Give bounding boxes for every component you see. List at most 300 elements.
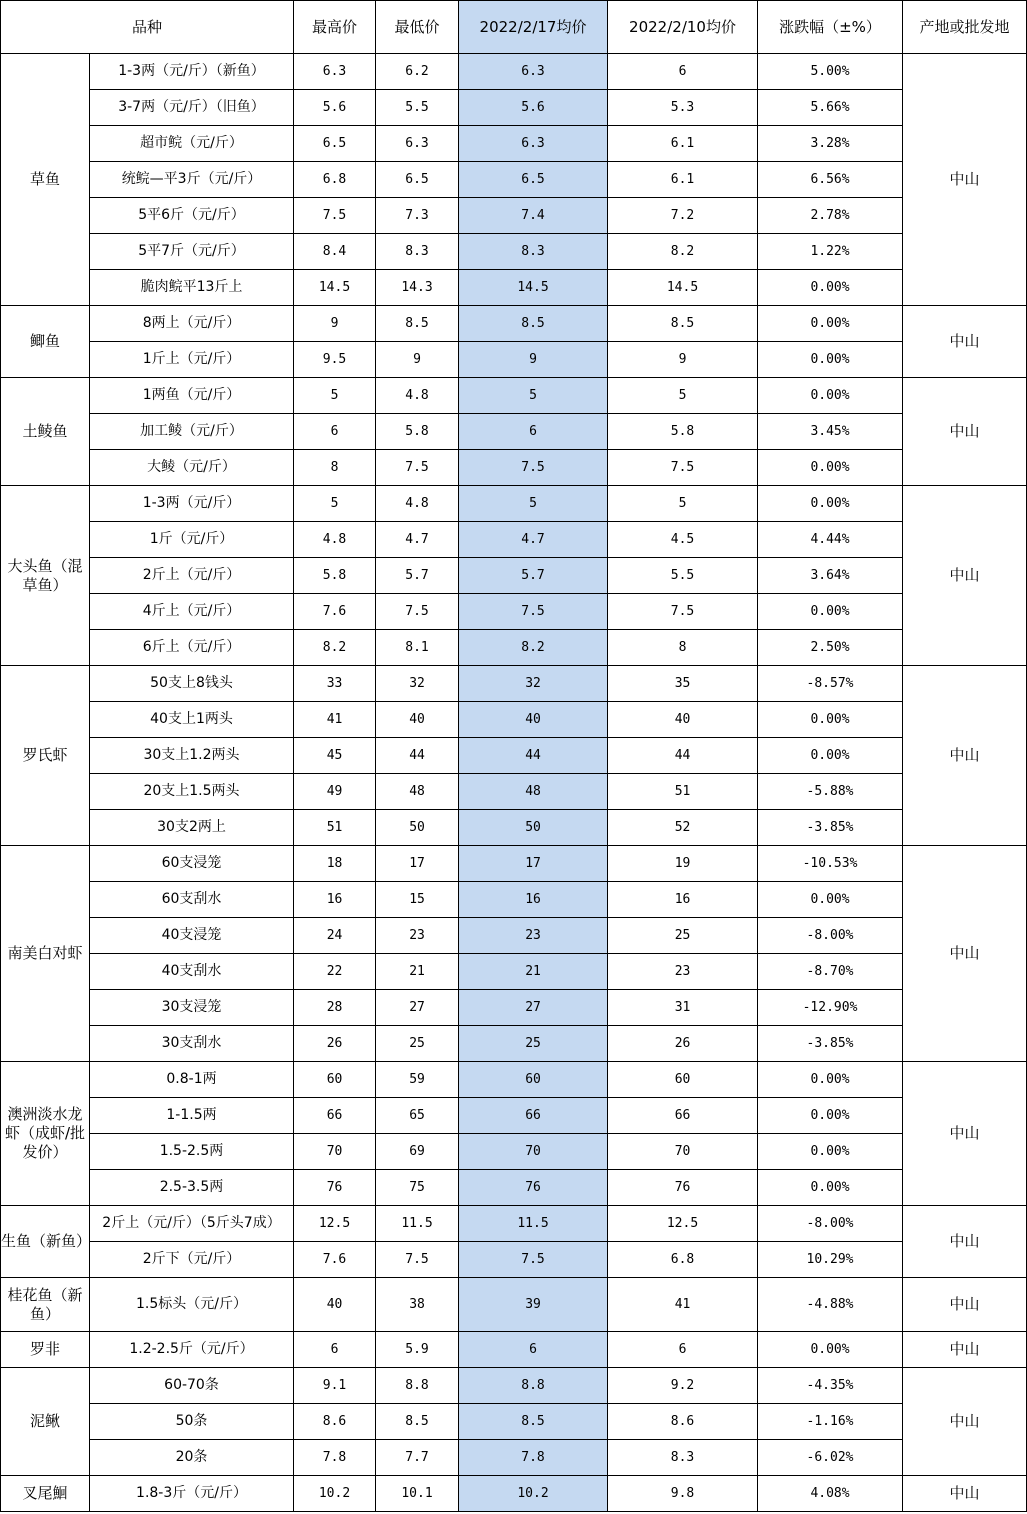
category-cell: 澳洲淡水龙虾（成虾/批发价） [1, 1062, 90, 1206]
spec-cell: 30支浸笼 [90, 990, 294, 1026]
avg-current-cell: 7.8 [459, 1440, 608, 1476]
avg-current-cell: 14.5 [459, 270, 608, 306]
avg-prev-cell: 76 [608, 1170, 758, 1206]
table-row [1, 846, 1027, 882]
avg-prev-cell: 66 [608, 1098, 758, 1134]
change-cell: 3.64% [758, 558, 903, 594]
avg-prev-cell: 44 [608, 738, 758, 774]
origin-cell: 中山 [903, 306, 1027, 378]
change-cell: 0.00% [758, 450, 903, 486]
table-row [1, 414, 1027, 450]
avg-current-cell: 4.7 [459, 522, 608, 558]
header-origin: 产地或批发地 [903, 1, 1027, 54]
high-price-cell: 6.3 [294, 54, 376, 90]
category-cell: 南美白对虾 [1, 846, 90, 1062]
high-price-cell: 12.5 [294, 1206, 376, 1242]
change-cell: -10.53% [758, 846, 903, 882]
low-price-cell: 8.1 [376, 630, 459, 666]
avg-prev-cell: 52 [608, 810, 758, 846]
header-avg-prev: 2022/2/10均价 [608, 1, 758, 54]
avg-prev-cell: 6 [608, 54, 758, 90]
table-row [1, 1278, 1027, 1332]
spec-cell: 脆肉鲩平13斤上 [90, 270, 294, 306]
spec-cell: 1.2-2.5斤（元/斤） [90, 1332, 294, 1368]
low-price-cell: 4.7 [376, 522, 459, 558]
category-cell: 鲫鱼 [1, 306, 90, 378]
avg-prev-cell: 31 [608, 990, 758, 1026]
spec-cell: 40支上1两头 [90, 702, 294, 738]
avg-prev-cell: 9 [608, 342, 758, 378]
table-row [1, 234, 1027, 270]
change-cell: 0.00% [758, 1062, 903, 1098]
low-price-cell: 8.8 [376, 1368, 459, 1404]
avg-current-cell: 8.8 [459, 1368, 608, 1404]
avg-prev-cell: 5.3 [608, 90, 758, 126]
low-price-cell: 6.5 [376, 162, 459, 198]
avg-prev-cell: 12.5 [608, 1206, 758, 1242]
spec-cell: 5平7斤（元/斤） [90, 234, 294, 270]
change-cell: 2.50% [758, 630, 903, 666]
low-price-cell: 32 [376, 666, 459, 702]
low-price-cell: 50 [376, 810, 459, 846]
table-row [1, 702, 1027, 738]
origin-cell: 中山 [903, 1368, 1027, 1476]
change-cell: -5.88% [758, 774, 903, 810]
table-row [1, 450, 1027, 486]
avg-prev-cell: 40 [608, 702, 758, 738]
change-cell: 6.56% [758, 162, 903, 198]
low-price-cell: 8.5 [376, 1404, 459, 1440]
high-price-cell: 7.8 [294, 1440, 376, 1476]
avg-current-cell: 17 [459, 846, 608, 882]
high-price-cell: 6.5 [294, 126, 376, 162]
header-avg-current: 2022/2/17均价 [459, 1, 608, 54]
low-price-cell: 11.5 [376, 1206, 459, 1242]
low-price-cell: 4.8 [376, 378, 459, 414]
high-price-cell: 8.2 [294, 630, 376, 666]
avg-prev-cell: 8 [608, 630, 758, 666]
low-price-cell: 23 [376, 918, 459, 954]
change-cell: 0.00% [758, 1332, 903, 1368]
high-price-cell: 22 [294, 954, 376, 990]
low-price-cell: 5.7 [376, 558, 459, 594]
avg-current-cell: 8.2 [459, 630, 608, 666]
change-cell: -8.00% [758, 918, 903, 954]
category-cell: 叉尾鮰 [1, 1476, 90, 1512]
high-price-cell: 9.1 [294, 1368, 376, 1404]
high-price-cell: 49 [294, 774, 376, 810]
low-price-cell: 40 [376, 702, 459, 738]
change-cell: 0.00% [758, 306, 903, 342]
avg-prev-cell: 8.6 [608, 1404, 758, 1440]
table-row [1, 486, 1027, 522]
change-cell: -3.85% [758, 810, 903, 846]
avg-current-cell: 48 [459, 774, 608, 810]
avg-prev-cell: 16 [608, 882, 758, 918]
change-cell: -12.90% [758, 990, 903, 1026]
spec-cell: 5平6斤（元/斤） [90, 198, 294, 234]
spec-cell: 6斤上（元/斤） [90, 630, 294, 666]
high-price-cell: 14.5 [294, 270, 376, 306]
category-cell: 泥鳅 [1, 1368, 90, 1476]
high-price-cell: 4.8 [294, 522, 376, 558]
avg-current-cell: 8.3 [459, 234, 608, 270]
low-price-cell: 7.3 [376, 198, 459, 234]
table-row [1, 1404, 1027, 1440]
low-price-cell: 6.2 [376, 54, 459, 90]
avg-prev-cell: 7.5 [608, 594, 758, 630]
table-row [1, 198, 1027, 234]
spec-cell: 50条 [90, 1404, 294, 1440]
origin-cell: 中山 [903, 486, 1027, 666]
high-price-cell: 6.8 [294, 162, 376, 198]
spec-cell: 超市鲩（元/斤） [90, 126, 294, 162]
change-cell: 5.66% [758, 90, 903, 126]
avg-current-cell: 76 [459, 1170, 608, 1206]
high-price-cell: 70 [294, 1134, 376, 1170]
spec-cell: 8两上（元/斤） [90, 306, 294, 342]
change-cell: 4.08% [758, 1476, 903, 1512]
spec-cell: 30支刮水 [90, 1026, 294, 1062]
spec-cell: 50支上8钱头 [90, 666, 294, 702]
table-row [1, 1368, 1027, 1404]
change-cell: 10.29% [758, 1242, 903, 1278]
table-row [1, 1098, 1027, 1134]
spec-cell: 1-1.5两 [90, 1098, 294, 1134]
table-row [1, 162, 1027, 198]
avg-current-cell: 27 [459, 990, 608, 1026]
table-row [1, 270, 1027, 306]
avg-current-cell: 40 [459, 702, 608, 738]
header-row [1, 1, 1027, 54]
high-price-cell: 10.2 [294, 1476, 376, 1512]
avg-current-cell: 21 [459, 954, 608, 990]
low-price-cell: 38 [376, 1278, 459, 1332]
table-row [1, 90, 1027, 126]
origin-cell: 中山 [903, 1206, 1027, 1278]
high-price-cell: 66 [294, 1098, 376, 1134]
avg-prev-cell: 5 [608, 378, 758, 414]
category-cell: 桂花鱼（新鱼） [1, 1278, 90, 1332]
change-cell: 5.00% [758, 54, 903, 90]
table-row [1, 1476, 1027, 1512]
avg-prev-cell: 41 [608, 1278, 758, 1332]
table-row [1, 1206, 1027, 1242]
avg-current-cell: 6 [459, 414, 608, 450]
high-price-cell: 5 [294, 486, 376, 522]
change-cell: 0.00% [758, 486, 903, 522]
change-cell: 0.00% [758, 1170, 903, 1206]
change-cell: 0.00% [758, 270, 903, 306]
origin-cell: 中山 [903, 378, 1027, 486]
avg-prev-cell: 26 [608, 1026, 758, 1062]
spec-cell: 1-3两（元/斤）（新鱼） [90, 54, 294, 90]
avg-current-cell: 10.2 [459, 1476, 608, 1512]
table-row [1, 1242, 1027, 1278]
change-cell: 3.28% [758, 126, 903, 162]
avg-current-cell: 6 [459, 1332, 608, 1368]
table-row [1, 126, 1027, 162]
high-price-cell: 8.6 [294, 1404, 376, 1440]
change-cell: -4.88% [758, 1278, 903, 1332]
category-cell: 罗非 [1, 1332, 90, 1368]
origin-cell: 中山 [903, 1476, 1027, 1512]
change-cell: 0.00% [758, 594, 903, 630]
avg-prev-cell: 6.1 [608, 162, 758, 198]
avg-prev-cell: 35 [608, 666, 758, 702]
table-row [1, 810, 1027, 846]
avg-prev-cell: 14.5 [608, 270, 758, 306]
change-cell: -1.16% [758, 1404, 903, 1440]
spec-cell: 加工鲮（元/斤） [90, 414, 294, 450]
category-cell: 草鱼 [1, 54, 90, 306]
avg-current-cell: 66 [459, 1098, 608, 1134]
avg-prev-cell: 51 [608, 774, 758, 810]
avg-prev-cell: 8.3 [608, 1440, 758, 1476]
high-price-cell: 26 [294, 1026, 376, 1062]
header-high: 最高价 [294, 1, 376, 54]
avg-prev-cell: 5 [608, 486, 758, 522]
high-price-cell: 6 [294, 1332, 376, 1368]
change-cell: 0.00% [758, 702, 903, 738]
low-price-cell: 5.5 [376, 90, 459, 126]
spec-cell: 40支浸笼 [90, 918, 294, 954]
avg-prev-cell: 8.5 [608, 306, 758, 342]
avg-current-cell: 6.5 [459, 162, 608, 198]
table-row [1, 1026, 1027, 1062]
spec-cell: 30支2两上 [90, 810, 294, 846]
high-price-cell: 5 [294, 378, 376, 414]
low-price-cell: 5.8 [376, 414, 459, 450]
avg-prev-cell: 6.1 [608, 126, 758, 162]
high-price-cell: 18 [294, 846, 376, 882]
avg-prev-cell: 23 [608, 954, 758, 990]
high-price-cell: 60 [294, 1062, 376, 1098]
table-row [1, 1332, 1027, 1368]
spec-cell: 0.8-1两 [90, 1062, 294, 1098]
header-change: 涨跌幅（±%） [758, 1, 903, 54]
avg-prev-cell: 9.2 [608, 1368, 758, 1404]
low-price-cell: 15 [376, 882, 459, 918]
low-price-cell: 10.1 [376, 1476, 459, 1512]
table-row [1, 882, 1027, 918]
category-cell: 生鱼（新鱼） [1, 1206, 90, 1278]
low-price-cell: 27 [376, 990, 459, 1026]
avg-prev-cell: 6 [608, 1332, 758, 1368]
high-price-cell: 40 [294, 1278, 376, 1332]
table-row [1, 1134, 1027, 1170]
table-row [1, 738, 1027, 774]
table-row [1, 630, 1027, 666]
avg-current-cell: 6.3 [459, 54, 608, 90]
low-price-cell: 25 [376, 1026, 459, 1062]
low-price-cell: 14.3 [376, 270, 459, 306]
high-price-cell: 8.4 [294, 234, 376, 270]
avg-prev-cell: 5.8 [608, 414, 758, 450]
low-price-cell: 44 [376, 738, 459, 774]
table-row [1, 342, 1027, 378]
category-cell: 罗氏虾 [1, 666, 90, 846]
spec-cell: 大鲮（元/斤） [90, 450, 294, 486]
avg-current-cell: 11.5 [459, 1206, 608, 1242]
change-cell: -3.85% [758, 1026, 903, 1062]
table-row [1, 666, 1027, 702]
high-price-cell: 7.6 [294, 594, 376, 630]
change-cell: -6.02% [758, 1440, 903, 1476]
spec-cell: 2.5-3.5两 [90, 1170, 294, 1206]
spec-cell: 统鲩—平3斤（元/斤） [90, 162, 294, 198]
high-price-cell: 16 [294, 882, 376, 918]
origin-cell: 中山 [903, 1332, 1027, 1368]
change-cell: 0.00% [758, 1098, 903, 1134]
avg-prev-cell: 6.8 [608, 1242, 758, 1278]
low-price-cell: 75 [376, 1170, 459, 1206]
spec-cell: 60-70条 [90, 1368, 294, 1404]
low-price-cell: 5.9 [376, 1332, 459, 1368]
spec-cell: 2斤上（元/斤） [90, 558, 294, 594]
table-row [1, 990, 1027, 1026]
header-variety: 品种 [1, 1, 294, 54]
avg-prev-cell: 25 [608, 918, 758, 954]
high-price-cell: 5.6 [294, 90, 376, 126]
table-row [1, 54, 1027, 90]
avg-prev-cell: 7.5 [608, 450, 758, 486]
spec-cell: 20条 [90, 1440, 294, 1476]
avg-prev-cell: 4.5 [608, 522, 758, 558]
low-price-cell: 69 [376, 1134, 459, 1170]
high-price-cell: 24 [294, 918, 376, 954]
table-row [1, 1440, 1027, 1476]
spec-cell: 2斤上（元/斤）（5斤头7成） [90, 1206, 294, 1242]
spec-cell: 2斤下（元/斤） [90, 1242, 294, 1278]
table-row [1, 306, 1027, 342]
change-cell: 4.44% [758, 522, 903, 558]
origin-cell: 中山 [903, 54, 1027, 306]
origin-cell: 中山 [903, 846, 1027, 1062]
avg-current-cell: 44 [459, 738, 608, 774]
low-price-cell: 7.5 [376, 450, 459, 486]
change-cell: -4.35% [758, 1368, 903, 1404]
low-price-cell: 8.3 [376, 234, 459, 270]
change-cell: -8.57% [758, 666, 903, 702]
high-price-cell: 76 [294, 1170, 376, 1206]
avg-current-cell: 9 [459, 342, 608, 378]
low-price-cell: 7.7 [376, 1440, 459, 1476]
avg-current-cell: 5.7 [459, 558, 608, 594]
low-price-cell: 59 [376, 1062, 459, 1098]
change-cell: 0.00% [758, 378, 903, 414]
low-price-cell: 7.5 [376, 594, 459, 630]
table-row [1, 594, 1027, 630]
avg-current-cell: 70 [459, 1134, 608, 1170]
avg-prev-cell: 5.5 [608, 558, 758, 594]
avg-current-cell: 7.4 [459, 198, 608, 234]
high-price-cell: 41 [294, 702, 376, 738]
spec-cell: 60支刮水 [90, 882, 294, 918]
header-low: 最低价 [376, 1, 459, 54]
category-cell: 土鲮鱼 [1, 378, 90, 486]
avg-current-cell: 16 [459, 882, 608, 918]
low-price-cell: 4.8 [376, 486, 459, 522]
high-price-cell: 9.5 [294, 342, 376, 378]
low-price-cell: 6.3 [376, 126, 459, 162]
high-price-cell: 45 [294, 738, 376, 774]
table-row [1, 1170, 1027, 1206]
spec-cell: 3-7两（元/斤）（旧鱼） [90, 90, 294, 126]
spec-cell: 20支上1.5两头 [90, 774, 294, 810]
table-row [1, 522, 1027, 558]
high-price-cell: 5.8 [294, 558, 376, 594]
avg-current-cell: 7.5 [459, 594, 608, 630]
spec-cell: 1斤（元/斤） [90, 522, 294, 558]
spec-cell: 1两鱼（元/斤） [90, 378, 294, 414]
origin-cell: 中山 [903, 1062, 1027, 1206]
avg-prev-cell: 70 [608, 1134, 758, 1170]
change-cell: 3.45% [758, 414, 903, 450]
avg-current-cell: 25 [459, 1026, 608, 1062]
avg-current-cell: 5 [459, 486, 608, 522]
avg-current-cell: 6.3 [459, 126, 608, 162]
avg-current-cell: 8.5 [459, 306, 608, 342]
table-row [1, 558, 1027, 594]
high-price-cell: 8 [294, 450, 376, 486]
spec-cell: 1.5-2.5两 [90, 1134, 294, 1170]
high-price-cell: 9 [294, 306, 376, 342]
table-row [1, 378, 1027, 414]
low-price-cell: 8.5 [376, 306, 459, 342]
change-cell: 1.22% [758, 234, 903, 270]
low-price-cell: 7.5 [376, 1242, 459, 1278]
low-price-cell: 48 [376, 774, 459, 810]
spec-cell: 1.8-3斤（元/斤） [90, 1476, 294, 1512]
origin-cell: 中山 [903, 1278, 1027, 1332]
change-cell: -8.00% [758, 1206, 903, 1242]
avg-current-cell: 23 [459, 918, 608, 954]
high-price-cell: 6 [294, 414, 376, 450]
high-price-cell: 7.6 [294, 1242, 376, 1278]
spec-cell: 60支浸笼 [90, 846, 294, 882]
avg-prev-cell: 7.2 [608, 198, 758, 234]
avg-current-cell: 5.6 [459, 90, 608, 126]
avg-prev-cell: 19 [608, 846, 758, 882]
spec-cell: 4斤上（元/斤） [90, 594, 294, 630]
origin-cell: 中山 [903, 666, 1027, 846]
avg-current-cell: 32 [459, 666, 608, 702]
avg-current-cell: 39 [459, 1278, 608, 1332]
change-cell: 0.00% [758, 342, 903, 378]
avg-current-cell: 7.5 [459, 1242, 608, 1278]
table-row [1, 954, 1027, 990]
change-cell: -8.70% [758, 954, 903, 990]
table-body [1, 54, 1027, 1512]
low-price-cell: 65 [376, 1098, 459, 1134]
avg-current-cell: 8.5 [459, 1404, 608, 1440]
spec-cell: 1斤上（元/斤） [90, 342, 294, 378]
low-price-cell: 9 [376, 342, 459, 378]
spec-cell: 1.5标头（元/斤） [90, 1278, 294, 1332]
avg-current-cell: 60 [459, 1062, 608, 1098]
low-price-cell: 17 [376, 846, 459, 882]
avg-prev-cell: 60 [608, 1062, 758, 1098]
spec-cell: 30支上1.2两头 [90, 738, 294, 774]
avg-current-cell: 5 [459, 378, 608, 414]
table-row [1, 1062, 1027, 1098]
avg-current-cell: 50 [459, 810, 608, 846]
spec-cell: 40支刮水 [90, 954, 294, 990]
avg-prev-cell: 8.2 [608, 234, 758, 270]
category-cell: 大头鱼（混草鱼） [1, 486, 90, 666]
change-cell: 0.00% [758, 882, 903, 918]
